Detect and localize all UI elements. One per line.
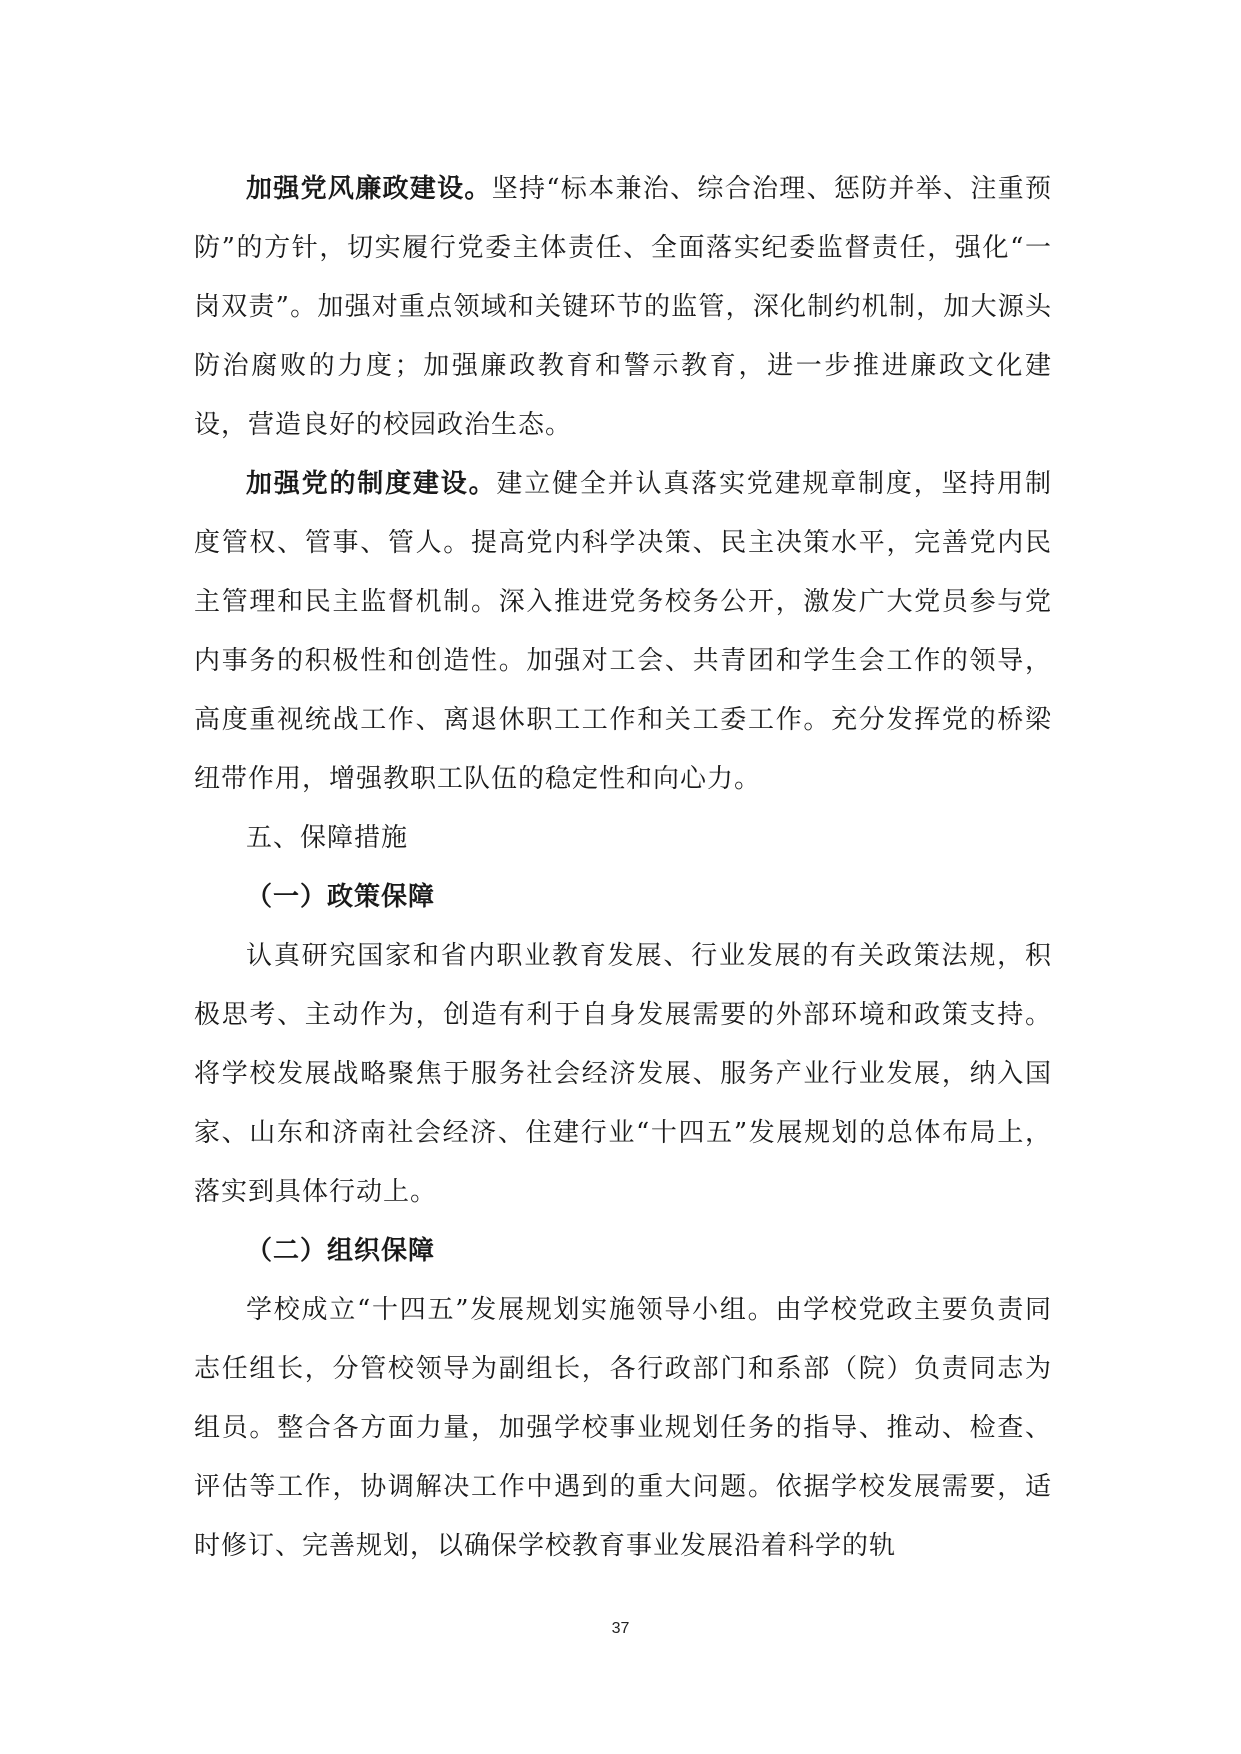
paragraph-policy: 认真研究国家和省内职业教育发展、行业发展的有关政策法规，积极思考、主动作为，创造有利于自身发展需要的外部环境和政策支持。将学校发展战略聚焦于服务社会经济发展、服务产业行业发展，纳入国家、山东和济南社会经济、住建行业“十四五”发展规划的总体布局上，落实到具体行动上。 bbox=[194, 941, 1052, 1207]
paragraph-organization: 学校成立“十四五”发展规划实施领导小组。由学校党政主要负责同志任组长，分管校领导为副组长，各行政部门和系部（院）负责同志为组员。整合各方面力量，加强学校事业规划任务的指导、推动、检查、评估等工作，协调解决工作中遇到的重大问题。依据学校发展需要，适时修订、完善规划，以确保学校教育事业发展沿着科学的轨 bbox=[194, 1295, 1052, 1561]
page-number: 37 bbox=[611, 1620, 630, 1637]
page-body bbox=[194, 160, 1052, 1576]
subsection-title-policy: （一）政策保障 bbox=[246, 882, 436, 912]
section-heading: 五、保障措施 bbox=[246, 823, 409, 853]
paragraph-lead: 加强党风廉政建设。 bbox=[246, 174, 492, 204]
subsection-title-organization: （二）组织保障 bbox=[246, 1236, 436, 1266]
paragraph-text: 建立健全并认真落实党建规章制度，坚持用制度管权、管事、管人。提高党内科学决策、民主决策水平，完善党内民主管理和民主监督机制。深入推进党务校务公开，激发广大党员参与党内事务的积极性和创造性。加强对工会、共青团和学生会工作的领导，高度重视统战工作、离退休职工工作和关工委工作。充分发挥党的桥梁纽带作用，增强教职工队伍的稳定性和向心力。 bbox=[194, 469, 1052, 794]
paragraph-lead: 加强党的制度建设。 bbox=[246, 469, 497, 499]
paragraph-party-system bbox=[194, 455, 1052, 809]
paragraph-text: 坚持“标本兼治、综合治理、惩防并举、注重预防”的方针，切实履行党委主体责任、全面落实纪委监督责任，强化“一岗双责”。加强对重点领域和关键环节的监管，深化制约机制，加大源头防治腐败的力度；加强廉政教育和警示教育，进一步推进廉政文化建设，营造良好的校园政治生态。 bbox=[194, 174, 1052, 440]
paragraph-party-integrity bbox=[194, 160, 1052, 455]
